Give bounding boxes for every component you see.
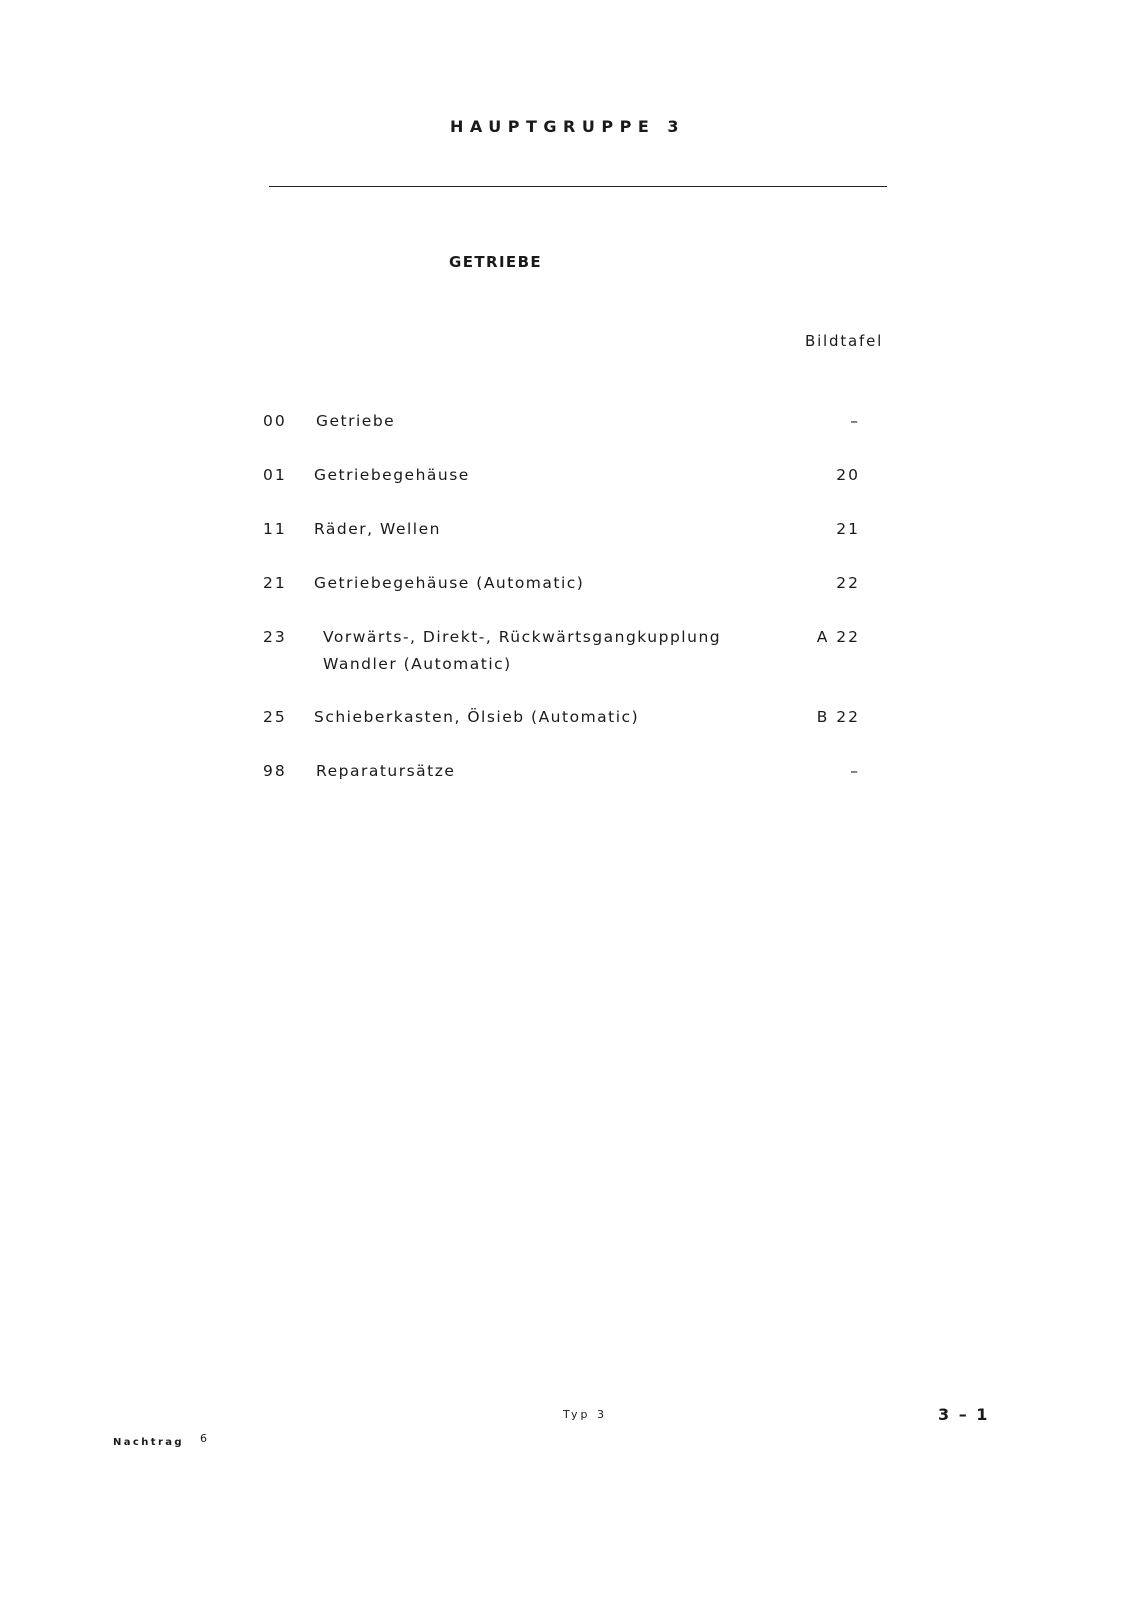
entry-plate: B 22 [816,708,860,726]
entry-plate: 22 [836,574,860,592]
entry-description: Schieberkasten, Ölsieb (Automatic) [314,708,640,726]
supplement-label: Nachtrag [113,1437,184,1448]
title-divider [269,186,887,187]
entry-plate: – [850,762,860,780]
entry-description: Getriebe [316,412,396,430]
entry-plate: 20 [836,466,860,484]
plate-column-header: Bildtafel [805,332,884,350]
entry-plate: A 22 [816,628,860,646]
entry-description-continued: Wandler (Automatic) [323,655,512,673]
entry-code: 11 [263,520,287,538]
entry-description: Räder, Wellen [314,520,441,538]
supplement-number: 6 [200,1432,207,1445]
section-title: GETRIEBE [449,253,543,271]
entry-code: 23 [263,628,287,646]
entry-code: 98 [263,762,287,780]
entry-description: Getriebegehäuse (Automatic) [314,574,585,592]
entry-code: 21 [263,574,287,592]
entry-code: 01 [263,466,287,484]
entry-code: 00 [263,412,287,430]
entry-description: Reparatursätze [316,762,456,780]
entry-plate: – [850,412,860,430]
vehicle-type-label: Typ 3 [563,1408,607,1421]
page-number: 3 – 1 [938,1405,990,1424]
entry-code: 25 [263,708,287,726]
entry-description: Getriebegehäuse [314,466,470,484]
main-title: HAUPTGRUPPE 3 [450,117,685,136]
entry-plate: 21 [836,520,860,538]
entry-description: Vorwärts-, Direkt-, Rückwärtsgangkupplung [323,628,722,646]
